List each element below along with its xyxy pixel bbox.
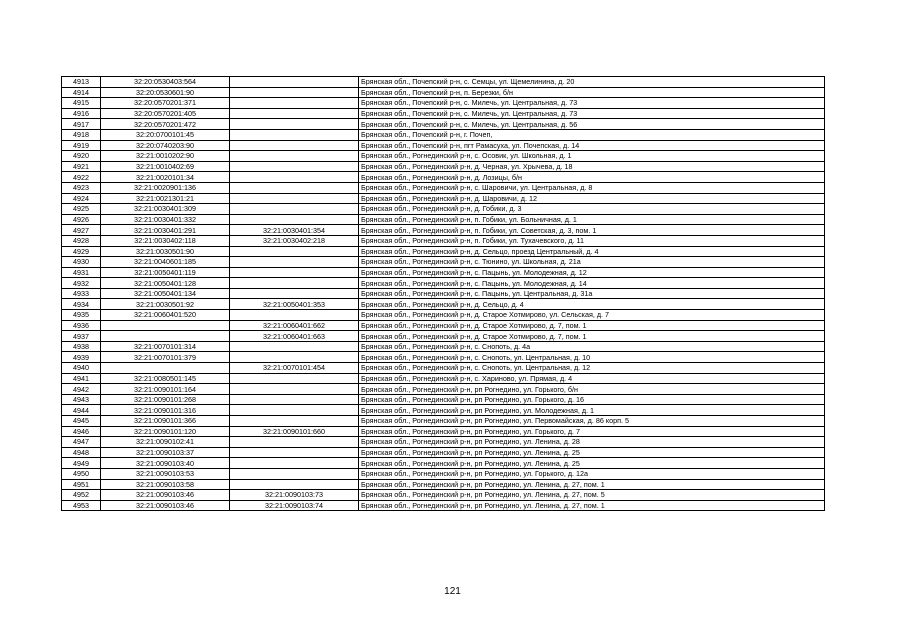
address-cell: Брянская обл., Рогнединский р-н, рп Рогнедино, ул. Горького, д. 12а bbox=[359, 468, 825, 479]
address-cell: Брянская обл., Рогнединский р-н, п. Гобики, ул. Тухачевского, д. 11 bbox=[359, 235, 825, 246]
building-cadastral-number-cell bbox=[230, 119, 359, 130]
address-cell: Брянская обл., Рогнединский р-н, д. Старое Хотмирово, д. 7, пом. 1 bbox=[359, 320, 825, 331]
table-row bbox=[62, 151, 825, 162]
building-cadastral-number-cell bbox=[230, 214, 359, 225]
row-number-cell: 4935 bbox=[62, 310, 101, 321]
building-cadastral-number-cell bbox=[230, 182, 359, 193]
building-cadastral-number-cell bbox=[230, 416, 359, 427]
table-row bbox=[62, 278, 825, 289]
address-cell: Брянская обл., Рогнединский р-н, с. Тюнино, ул. Школьная, д. 21а bbox=[359, 257, 825, 268]
cadastral-number-cell: 32:21:0090101:268 bbox=[101, 394, 230, 405]
row-number-cell: 4948 bbox=[62, 447, 101, 458]
cadastral-number-cell: 32:21:0090103:46 bbox=[101, 490, 230, 501]
address-cell: Брянская обл., Рогнединский р-н, рп Рогнедино, ул. Горького, д. 16 bbox=[359, 394, 825, 405]
address-cell: Брянская обл., Рогнединский р-н, с. Шаровичи, ул. Центральная, д. 8 bbox=[359, 182, 825, 193]
row-number-cell: 4932 bbox=[62, 278, 101, 289]
table-row bbox=[62, 77, 825, 88]
row-number-cell: 4947 bbox=[62, 437, 101, 448]
table-row bbox=[62, 193, 825, 204]
row-number-cell: 4913 bbox=[62, 77, 101, 88]
row-number-cell: 4915 bbox=[62, 98, 101, 109]
building-cadastral-number-cell bbox=[230, 204, 359, 215]
building-cadastral-number-cell bbox=[230, 458, 359, 469]
building-cadastral-number-cell bbox=[230, 447, 359, 458]
address-cell: Брянская обл., Рогнединский р-н, д. Сельцо, проезд Центральный, д. 4 bbox=[359, 246, 825, 257]
building-cadastral-number-cell bbox=[230, 87, 359, 98]
table-row bbox=[62, 299, 825, 310]
cadastral-number-cell: 32:21:0040601:185 bbox=[101, 257, 230, 268]
building-cadastral-number-cell bbox=[230, 129, 359, 140]
building-cadastral-number-cell bbox=[230, 108, 359, 119]
cadastral-number-cell bbox=[101, 331, 230, 342]
building-cadastral-number-cell bbox=[230, 246, 359, 257]
row-number-cell: 4953 bbox=[62, 500, 101, 511]
building-cadastral-number-cell bbox=[230, 468, 359, 479]
address-cell: Брянская обл., Рогнединский р-н, д. Сельцо, д. 4 bbox=[359, 299, 825, 310]
table-row bbox=[62, 225, 825, 236]
cadastral-number-cell: 32:21:0090101:164 bbox=[101, 384, 230, 395]
table-row bbox=[62, 405, 825, 416]
row-number-cell: 4938 bbox=[62, 341, 101, 352]
cadastral-number-cell: 32:20:0570201:472 bbox=[101, 119, 230, 130]
cadastral-number-cell: 32:20:0570201:405 bbox=[101, 108, 230, 119]
table-row bbox=[62, 87, 825, 98]
address-cell: Брянская обл., Почепский р-н, с. Семцы, ул. Щемелинина, д. 20 bbox=[359, 77, 825, 88]
address-cell: Брянская обл., Рогнединский р-н, с. Пацынь, ул. Молодежная, д. 14 bbox=[359, 278, 825, 289]
property-table-container bbox=[61, 76, 825, 511]
cadastral-number-cell: 32:21:0090103:37 bbox=[101, 447, 230, 458]
address-cell: Брянская обл., Рогнединский р-н, рп Рогнедино, ул. Ленина, д. 25 bbox=[359, 447, 825, 458]
table-row bbox=[62, 490, 825, 501]
cadastral-number-cell: 32:21:0030501:90 bbox=[101, 246, 230, 257]
row-number-cell: 4934 bbox=[62, 299, 101, 310]
table-row bbox=[62, 161, 825, 172]
cadastral-number-cell: 32:21:0090103:46 bbox=[101, 500, 230, 511]
cadastral-number-cell: 32:21:0030501:92 bbox=[101, 299, 230, 310]
address-cell: Брянская обл., Рогнединский р-н, с. Пацынь, ул. Молодежная, д. 12 bbox=[359, 267, 825, 278]
building-cadastral-number-cell bbox=[230, 373, 359, 384]
row-number-cell: 4926 bbox=[62, 214, 101, 225]
row-number-cell: 4914 bbox=[62, 87, 101, 98]
address-cell: Брянская обл., Почепский р-н, пгт Рамасуха, ул. Почепская, д. 14 bbox=[359, 140, 825, 151]
cadastral-number-cell: 32:21:0090103:40 bbox=[101, 458, 230, 469]
cadastral-number-cell: 32:21:0010402:69 bbox=[101, 161, 230, 172]
row-number-cell: 4945 bbox=[62, 416, 101, 427]
cadastral-number-cell: 32:21:0030401:332 bbox=[101, 214, 230, 225]
cadastral-number-cell: 32:21:0090101:316 bbox=[101, 405, 230, 416]
row-number-cell: 4940 bbox=[62, 363, 101, 374]
page-number: 121 bbox=[444, 586, 461, 597]
address-cell: Брянская обл., Рогнединский р-н, д. Старое Хотмирово, д. 7, пом. 1 bbox=[359, 331, 825, 342]
property-table bbox=[61, 76, 825, 511]
table-row bbox=[62, 214, 825, 225]
row-number-cell: 4950 bbox=[62, 468, 101, 479]
cadastral-number-cell: 32:21:0090103:53 bbox=[101, 468, 230, 479]
building-cadastral-number-cell: 32:21:0090101:660 bbox=[230, 426, 359, 437]
row-number-cell: 4922 bbox=[62, 172, 101, 183]
address-cell: Брянская обл., Рогнединский р-н, рп Рогнедино, ул. Горького, д. 7 bbox=[359, 426, 825, 437]
building-cadastral-number-cell bbox=[230, 193, 359, 204]
row-number-cell: 4920 bbox=[62, 151, 101, 162]
address-cell: Брянская обл., Рогнединский р-н, рп Рогнедино, ул. Горького, б/н bbox=[359, 384, 825, 395]
table-row bbox=[62, 341, 825, 352]
address-cell: Брянская обл., Почепский р-н, г. Почеп, bbox=[359, 129, 825, 140]
building-cadastral-number-cell: 32:21:0090103:74 bbox=[230, 500, 359, 511]
row-number-cell: 4937 bbox=[62, 331, 101, 342]
table-row bbox=[62, 320, 825, 331]
row-number-cell: 4943 bbox=[62, 394, 101, 405]
cadastral-number-cell bbox=[101, 320, 230, 331]
row-number-cell: 4951 bbox=[62, 479, 101, 490]
table-row bbox=[62, 331, 825, 342]
building-cadastral-number-cell bbox=[230, 278, 359, 289]
row-number-cell: 4936 bbox=[62, 320, 101, 331]
address-cell: Брянская обл., Рогнединский р-н, рп Рогнедино, ул. Молодежная, д. 1 bbox=[359, 405, 825, 416]
row-number-cell: 4944 bbox=[62, 405, 101, 416]
row-number-cell: 4921 bbox=[62, 161, 101, 172]
table-row bbox=[62, 479, 825, 490]
table-row bbox=[62, 352, 825, 363]
building-cadastral-number-cell bbox=[230, 77, 359, 88]
row-number-cell: 4917 bbox=[62, 119, 101, 130]
building-cadastral-number-cell bbox=[230, 288, 359, 299]
building-cadastral-number-cell: 32:21:0090103:73 bbox=[230, 490, 359, 501]
building-cadastral-number-cell bbox=[230, 384, 359, 395]
cadastral-number-cell: 32:21:0021301:21 bbox=[101, 193, 230, 204]
table-row bbox=[62, 468, 825, 479]
address-cell: Брянская обл., Рогнединский р-н, д. Черная, ул. Хрычева, д. 18 bbox=[359, 161, 825, 172]
address-cell: Брянская обл., Рогнединский р-н, рп Рогнедино, ул. Первомайская, д. 86 корп. 5 bbox=[359, 416, 825, 427]
row-number-cell: 4952 bbox=[62, 490, 101, 501]
building-cadastral-number-cell bbox=[230, 394, 359, 405]
table-row bbox=[62, 363, 825, 374]
address-cell: Брянская обл., Рогнединский р-н, п. Гобики, ул. Больничная, д. 1 bbox=[359, 214, 825, 225]
row-number-cell: 4923 bbox=[62, 182, 101, 193]
table-row bbox=[62, 246, 825, 257]
table-row bbox=[62, 394, 825, 405]
building-cadastral-number-cell bbox=[230, 341, 359, 352]
cadastral-number-cell bbox=[101, 363, 230, 374]
building-cadastral-number-cell bbox=[230, 140, 359, 151]
row-number-cell: 4931 bbox=[62, 267, 101, 278]
cadastral-number-cell: 32:20:0740203:90 bbox=[101, 140, 230, 151]
row-number-cell: 4928 bbox=[62, 235, 101, 246]
address-cell: Брянская обл., Рогнединский р-н, п. Гобики, ул. Советская, д. 3, пом. 1 bbox=[359, 225, 825, 236]
cadastral-number-cell: 32:21:0060401:520 bbox=[101, 310, 230, 321]
cadastral-number-cell: 32:21:0070101:379 bbox=[101, 352, 230, 363]
row-number-cell: 4949 bbox=[62, 458, 101, 469]
cadastral-number-cell: 32:21:0050401:128 bbox=[101, 278, 230, 289]
table-row bbox=[62, 426, 825, 437]
cadastral-number-cell: 32:21:0010202:90 bbox=[101, 151, 230, 162]
table-row bbox=[62, 257, 825, 268]
cadastral-number-cell: 32:20:0700101:45 bbox=[101, 129, 230, 140]
address-cell: Брянская обл., Рогнединский р-н, рп Рогнедино, ул. Ленина, д. 27, пом. 5 bbox=[359, 490, 825, 501]
building-cadastral-number-cell: 32:21:0060401:663 bbox=[230, 331, 359, 342]
table-row bbox=[62, 373, 825, 384]
cadastral-number-cell: 32:21:0090103:58 bbox=[101, 479, 230, 490]
row-number-cell: 4933 bbox=[62, 288, 101, 299]
address-cell: Брянская обл., Почепский р-н, с. Милечь, ул. Центральная, д. 73 bbox=[359, 98, 825, 109]
cadastral-number-cell: 32:21:0070101:314 bbox=[101, 341, 230, 352]
cadastral-number-cell: 32:21:0030401:291 bbox=[101, 225, 230, 236]
table-row bbox=[62, 119, 825, 130]
row-number-cell: 4946 bbox=[62, 426, 101, 437]
cadastral-number-cell: 32:20:0530403:564 bbox=[101, 77, 230, 88]
table-row bbox=[62, 172, 825, 183]
table-row bbox=[62, 458, 825, 469]
building-cadastral-number-cell bbox=[230, 437, 359, 448]
row-number-cell: 4941 bbox=[62, 373, 101, 384]
table-row bbox=[62, 437, 825, 448]
address-cell: Брянская обл., Почепский р-н, п. Березки, б/н bbox=[359, 87, 825, 98]
building-cadastral-number-cell bbox=[230, 98, 359, 109]
cadastral-number-cell: 32:21:0090101:366 bbox=[101, 416, 230, 427]
address-cell: Брянская обл., Почепский р-н, с. Милечь, ул. Центральная, д. 56 bbox=[359, 119, 825, 130]
row-number-cell: 4930 bbox=[62, 257, 101, 268]
row-number-cell: 4924 bbox=[62, 193, 101, 204]
address-cell: Брянская обл., Рогнединский р-н, рп Рогнедино, ул. Ленина, д. 25 bbox=[359, 458, 825, 469]
address-cell: Брянская обл., Рогнединский р-н, д. Гобики, д. 3 bbox=[359, 204, 825, 215]
address-cell: Брянская обл., Рогнединский р-н, с. Хариново, ул. Прямая, д. 4 bbox=[359, 373, 825, 384]
building-cadastral-number-cell: 32:21:0070101:454 bbox=[230, 363, 359, 374]
building-cadastral-number-cell: 32:21:0030401:354 bbox=[230, 225, 359, 236]
cadastral-number-cell: 32:21:0020901:136 bbox=[101, 182, 230, 193]
address-cell: Брянская обл., Рогнединский р-н, рп Рогнедино, ул. Ленина, д. 27, пом. 1 bbox=[359, 500, 825, 511]
building-cadastral-number-cell bbox=[230, 310, 359, 321]
table-row bbox=[62, 310, 825, 321]
table-row bbox=[62, 98, 825, 109]
address-cell: Брянская обл., Рогнединский р-н, с. Снопоть, д. 4а bbox=[359, 341, 825, 352]
building-cadastral-number-cell: 32:21:0050401:353 bbox=[230, 299, 359, 310]
table-row bbox=[62, 416, 825, 427]
row-number-cell: 4925 bbox=[62, 204, 101, 215]
address-cell: Брянская обл., Рогнединский р-н, д. Старое Хотмирово, ул. Сельская, д. 7 bbox=[359, 310, 825, 321]
building-cadastral-number-cell bbox=[230, 479, 359, 490]
cadastral-number-cell: 32:21:0080501:145 bbox=[101, 373, 230, 384]
row-number-cell: 4927 bbox=[62, 225, 101, 236]
address-cell: Брянская обл., Рогнединский р-н, рп Рогнедино, ул. Ленина, д. 27, пом. 1 bbox=[359, 479, 825, 490]
address-cell: Брянская обл., Рогнединский р-н, с. Снопоть, ул. Центральная, д. 12 bbox=[359, 363, 825, 374]
table-row bbox=[62, 384, 825, 395]
building-cadastral-number-cell bbox=[230, 267, 359, 278]
cadastral-number-cell: 32:21:0030401:309 bbox=[101, 204, 230, 215]
table-row bbox=[62, 129, 825, 140]
row-number-cell: 4918 bbox=[62, 129, 101, 140]
table-row bbox=[62, 108, 825, 119]
cadastral-number-cell: 32:21:0030402:118 bbox=[101, 235, 230, 246]
cadastral-number-cell: 32:21:0050401:134 bbox=[101, 288, 230, 299]
row-number-cell: 4942 bbox=[62, 384, 101, 395]
table-row bbox=[62, 267, 825, 278]
row-number-cell: 4916 bbox=[62, 108, 101, 119]
address-cell: Брянская обл., Рогнединский р-н, с. Осовик, ул. Школьная, д. 1 bbox=[359, 151, 825, 162]
cadastral-number-cell: 32:21:0090101:120 bbox=[101, 426, 230, 437]
address-cell: Брянская обл., Рогнединский р-н, д. Лозицы, б/н bbox=[359, 172, 825, 183]
cadastral-number-cell: 32:21:0020101:34 bbox=[101, 172, 230, 183]
table-row bbox=[62, 500, 825, 511]
address-cell: Брянская обл., Рогнединский р-н, с. Снопоть, ул. Центральная, д. 10 bbox=[359, 352, 825, 363]
building-cadastral-number-cell: 32:21:0060401:662 bbox=[230, 320, 359, 331]
table-row bbox=[62, 182, 825, 193]
building-cadastral-number-cell bbox=[230, 161, 359, 172]
table-row bbox=[62, 447, 825, 458]
building-cadastral-number-cell bbox=[230, 172, 359, 183]
row-number-cell: 4919 bbox=[62, 140, 101, 151]
table-row bbox=[62, 140, 825, 151]
row-number-cell: 4939 bbox=[62, 352, 101, 363]
table-body bbox=[62, 77, 825, 511]
building-cadastral-number-cell: 32:21:0030402:218 bbox=[230, 235, 359, 246]
table-row bbox=[62, 288, 825, 299]
cadastral-number-cell: 32:20:0530601:90 bbox=[101, 87, 230, 98]
address-cell: Брянская обл., Рогнединский р-н, рп Рогнедино, ул. Ленина, д. 28 bbox=[359, 437, 825, 448]
building-cadastral-number-cell bbox=[230, 352, 359, 363]
table-row bbox=[62, 235, 825, 246]
building-cadastral-number-cell bbox=[230, 257, 359, 268]
building-cadastral-number-cell bbox=[230, 405, 359, 416]
cadastral-number-cell: 32:20:0570201:371 bbox=[101, 98, 230, 109]
cadastral-number-cell: 32:21:0050401:119 bbox=[101, 267, 230, 278]
address-cell: Брянская обл., Рогнединский р-н, с. Пацынь, ул. Центральная, д. 31а bbox=[359, 288, 825, 299]
cadastral-number-cell: 32:21:0090102:41 bbox=[101, 437, 230, 448]
row-number-cell: 4929 bbox=[62, 246, 101, 257]
address-cell: Брянская обл., Рогнединский р-н, д. Шаровичи, д. 12 bbox=[359, 193, 825, 204]
table-row bbox=[62, 204, 825, 215]
building-cadastral-number-cell bbox=[230, 151, 359, 162]
address-cell: Брянская обл., Почепский р-н, с. Милечь, ул. Центральная, д. 73 bbox=[359, 108, 825, 119]
